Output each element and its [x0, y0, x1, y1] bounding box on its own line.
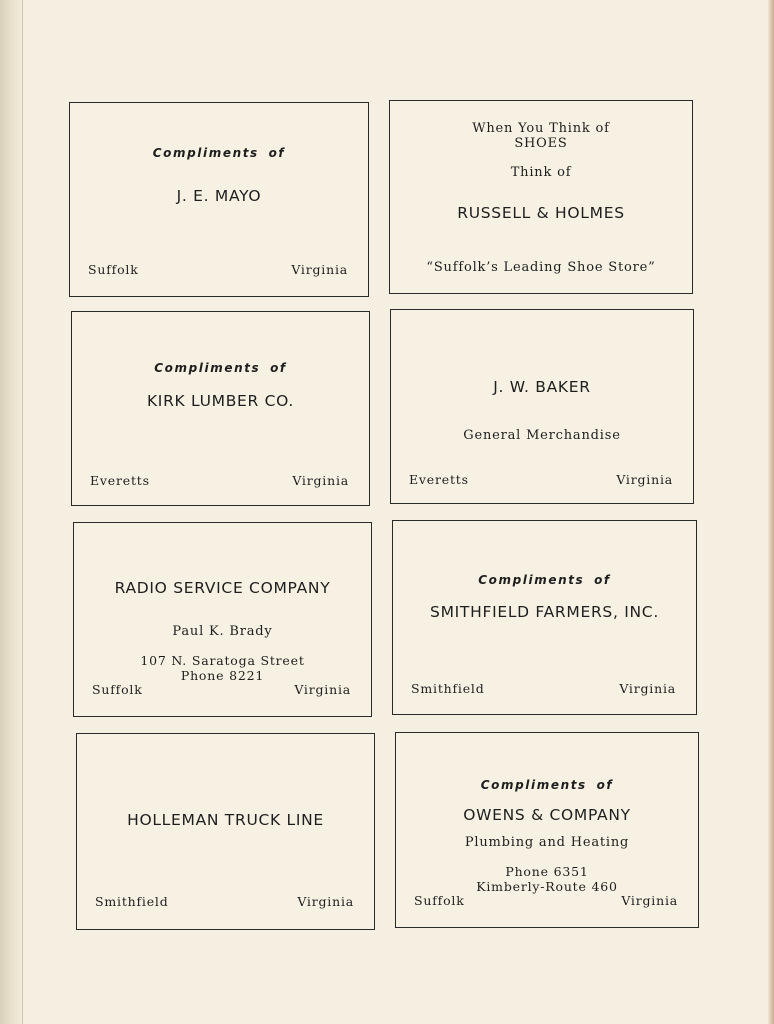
proprietor-text: Paul K. Brady: [172, 624, 273, 639]
business-name: KIRK LUMBER CO.: [146, 392, 295, 410]
state-text: Virginia: [294, 682, 351, 697]
state-text: Virginia: [291, 262, 348, 277]
city-text: Everetts: [90, 473, 150, 488]
ad-j-w-baker: [390, 309, 694, 504]
phone-text: Phone 8221: [180, 668, 265, 683]
tagline-line1: When You Think of: [472, 121, 610, 136]
business-name: OWENS & COMPANY: [463, 806, 631, 824]
state-text: Virginia: [297, 894, 354, 909]
address-text: Kimberly-Route 460: [476, 879, 618, 894]
book-gutter: [0, 0, 23, 1024]
address-text: 107 N. Saratoga Street: [140, 653, 305, 668]
subtitle-text: General Merchandise: [463, 428, 621, 443]
city-text: Smithfield: [411, 681, 485, 696]
tagline-line3: Think of: [510, 165, 572, 180]
city-text: Suffolk: [92, 682, 143, 697]
business-name: J. W. BAKER: [493, 378, 591, 396]
subtitle-text: Plumbing and Heating: [464, 835, 630, 850]
slogan-text: “Suffolk’s Leading Shoe Store”: [426, 260, 656, 275]
ad-owens-company: [395, 732, 699, 928]
business-name: RUSSELL & HOLMES: [457, 204, 625, 222]
page-edge-right: [768, 0, 774, 1024]
ad-radio-service: [73, 522, 372, 717]
state-text: Virginia: [616, 472, 673, 487]
phone-text: Phone 6351: [505, 864, 589, 879]
ad-russell-holmes: [389, 100, 693, 294]
business-name: J. E. MAYO: [176, 187, 262, 205]
city-text: Suffolk: [88, 262, 139, 277]
compliments-text: Compliments of: [154, 361, 287, 375]
city-text: Everetts: [409, 472, 469, 487]
business-name: SMITHFIELD FARMERS, INC.: [430, 603, 659, 621]
tagline-line2: SHOES: [514, 136, 568, 151]
city-text: Suffolk: [414, 893, 465, 908]
ad-j-e-mayo: [69, 102, 369, 297]
compliments-text: Compliments of: [478, 573, 611, 587]
ad-holleman-truck-line: [76, 733, 375, 930]
state-text: Virginia: [292, 473, 349, 488]
business-name: HOLLEMAN TRUCK LINE: [127, 811, 324, 829]
state-text: Virginia: [621, 893, 678, 908]
ad-smithfield-farmers: [392, 520, 697, 715]
ad-kirk-lumber: [71, 311, 370, 506]
compliments-text: Compliments of: [152, 146, 286, 160]
city-text: Smithfield: [95, 894, 169, 909]
state-text: Virginia: [619, 681, 676, 696]
business-name: RADIO SERVICE COMPANY: [114, 579, 331, 597]
compliments-text: Compliments of: [480, 778, 614, 792]
